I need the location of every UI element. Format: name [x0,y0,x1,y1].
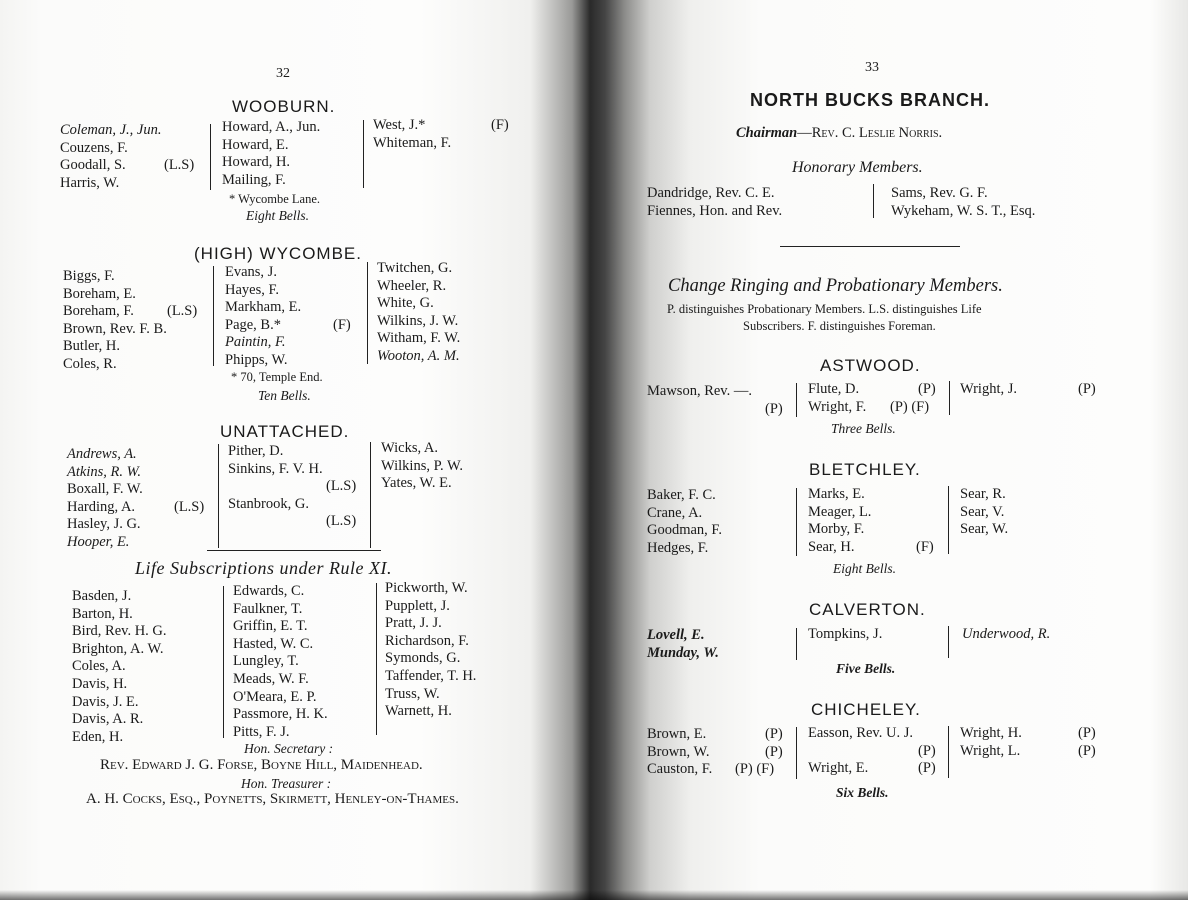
section-title-chicheley: CHICHELEY. [811,700,921,719]
list-item: Wright, E. (P) [808,760,936,777]
section-title-astwood: ASTWOOD. [820,356,921,375]
list-item: Meads, W. F. [233,670,309,687]
column-divider [210,124,211,190]
list-item: Harris, W. [60,174,120,191]
list-item: Symonds, G. [385,650,461,667]
list-item: Griffin, E. T. [233,618,308,635]
list-item: Richardson, F. [385,632,469,649]
probationary-tag: (P) [765,743,783,760]
list-item: Hedges, F. [647,539,709,556]
section-title-unattached: UNATTACHED. [220,422,350,441]
treasurer: A. H. Cocks, Esq., Poynetts, Skirmett, Henley-on-Thames. [86,791,459,807]
column-divider [949,381,950,415]
honorary-title: Honorary Members. [792,159,923,176]
list-item: Hayes, F. [225,281,280,298]
probationary-tag: (P) [1078,381,1096,397]
list-item: Goodall, S. (L.S) [60,157,195,174]
list-item: Sear, R. [960,486,1006,502]
section-title-calverton: CALVERTON. [809,600,926,619]
list-item: Sear, H. (F) [808,538,934,555]
list-item: Passmore, H. K. [233,706,328,723]
list-item: Davis, H. [72,675,128,692]
list-item: Warnett, H. [385,703,452,720]
list-item: Yates, W. E. [381,475,452,492]
bells-note: Six Bells. [836,785,889,800]
unattached-col2 [228,443,356,531]
list-item: Baker, F. C. [647,487,716,503]
column-divider [223,586,224,738]
column-divider [376,583,377,735]
wycombe-col3 [377,260,460,366]
section-title-wooburn: WOOBURN. [232,97,336,116]
wooburn-col1 [60,122,195,192]
list-item: Wilkins, P. W. [381,457,464,474]
page-number-left: 32 [276,66,290,81]
wycombe-col1 [63,268,198,374]
list-item: Flute, D. (P) [808,381,936,397]
unattached-col1 [67,446,205,552]
list-item: Causton, F. (P) (F) [647,761,775,778]
list-item: Goodman, F. [647,522,722,539]
probationary-tag: (P) [918,760,936,777]
list-item: Coles, R. [63,355,117,372]
probationary-tag: (P) [918,742,936,759]
chairman-label: Chairman [736,125,798,141]
calverton-col1 [647,627,719,662]
list-item: Whiteman, F. [373,134,452,151]
column-divider [948,486,949,554]
column-divider [796,727,797,779]
list-item: Pither, D. [228,443,284,459]
honorary-col2 [891,184,1035,220]
bells-note: Five Bells. [836,661,896,676]
column-divider [363,120,364,188]
chicheley-col2 [808,725,936,778]
list-item: Hooper, E. [67,533,130,550]
list-item: Coleman, J., Jun. [60,122,162,138]
column-divider [948,626,949,658]
list-item: Boreham, E. [63,285,136,302]
list-item: Tompkins, J. [808,626,883,642]
list-item: Coles, A. [72,658,126,675]
column-divider [367,262,368,364]
column-divider [873,184,874,218]
bletchley-col1 [647,487,722,557]
list-item: Lovell, E. [647,627,705,643]
life-subscriber-tag: (L.S) [164,157,195,174]
list-item: Howard, A., Jun. [222,119,321,135]
list-item: Atkins, R. W. [67,463,141,480]
list-item: Wicks, A. [381,440,439,456]
list-item: Marks, E. [808,486,865,502]
list-item: Stanbrook, G. [228,495,309,512]
chicheley-col3 [960,725,1096,760]
probationary-tag: (P) [765,726,783,742]
probationary-foreman-tag: (P) (F) [735,761,775,778]
list-item: Butler, H. [63,338,121,355]
astwood-col2 [808,381,936,416]
astwood-col3 [960,381,1096,399]
list-item: Eden, H. [72,728,124,745]
list-item: Pitts, F. J. [233,723,290,740]
bletchley-col3 [960,486,1008,539]
list-item: Sear, W. [960,521,1009,538]
list-item: Mawson, Rev. —. [647,383,752,399]
honorary-col1 [647,184,782,220]
astwood-col1 [647,383,783,418]
list-item: Boxall, F. W. [67,481,143,498]
foreman-tag: (F) [916,538,934,555]
list-item: Crane, A. [647,504,703,521]
treasurer-label: Hon. Treasurer : [241,776,332,791]
column-divider [796,628,797,660]
list-item: Easson, Rev. U. J. [808,725,913,741]
list-item: Brown, W. (P) [647,743,783,760]
section-rule [780,246,960,247]
foreman-tag: (F) [333,316,351,333]
chairman-line [736,125,942,142]
column-divider [796,383,797,417]
change-ringing-title: Change Ringing and Probationary Members. [668,276,1003,296]
bells-note: Three Bells. [831,421,896,436]
life-col3 [385,580,476,721]
calverton-col2 [808,626,882,644]
probationary-foreman-tag: (P) (F) [890,398,930,415]
page-number-right: 33 [865,60,879,75]
list-item: Phipps, W. [225,351,288,368]
list-item: Pupplett, J. [385,597,450,614]
unattached-col3 [381,440,463,493]
bells-note: Ten Bells. [258,388,311,403]
list-item: Dandridge, Rev. C. E. [647,185,775,201]
life-subscriber-tag: (L.S) [174,498,205,515]
list-item: Basden, J. [72,588,132,604]
list-item: Howard, E. [222,136,289,153]
probationary-tag: (P) [1078,742,1096,759]
list-item: Pratt, J. J. [385,615,442,632]
probationary-tag: (P) [918,381,936,397]
list-item: Harding, A. (L.S) [67,498,205,515]
list-item: Meager, L. [808,503,872,520]
list-item: Wilkins, J. W. [377,312,459,329]
column-divider [948,726,949,778]
list-item: Evans, J. [225,264,277,280]
list-item: Taffender, T. H. [385,667,477,684]
list-item: Witham, F. W. [377,330,461,347]
list-item: Morby, F. [808,521,865,538]
wycombe-col2 [225,264,351,370]
branch-title: NORTH BUCKS BRANCH. [750,90,990,110]
section-rule [207,550,381,551]
column-divider [218,444,219,548]
list-item: Howard, H. [222,154,291,171]
foreman-tag: (F) [491,117,509,133]
list-item: Mailing, F. [222,171,286,188]
list-item: Lungley, T. [233,653,299,670]
probationary-tag: (P) [765,400,783,417]
section-title-high-wycombe: (HIGH) WYCOMBE. [194,244,362,263]
probationary-tag: (P) [1078,725,1096,741]
chairman-name: —Rev. C. Leslie Norris. [797,125,943,141]
list-item: Wright, L. (P) [960,742,1096,759]
list-item: Edwards, C. [233,583,305,599]
life-subscriber-tag: (L.S) [167,303,198,320]
list-item: White, G. [377,295,434,312]
wooburn-col2 [222,119,320,189]
list-item: Markham, E. [225,299,302,316]
list-item: Brown, Rev. F. B. [63,320,167,337]
list-item: Truss, W. [385,685,440,702]
list-item: Page, B.* (F) [225,316,351,333]
list-item: Couzens, F. [60,139,128,156]
list-item: Underwood, R. [962,626,1051,642]
legend-line-1: P. distinguishes Probationary Members. L.S. distinguishes Life [667,302,982,316]
list-item: Twitchen, G. [377,260,453,276]
list-item: Wheeler, R. [377,277,447,294]
wooburn-col3 [373,117,509,152]
life-col1 [72,588,167,746]
bletchley-col2 [808,486,934,556]
list-item: Sear, V. [960,503,1005,520]
list-item: Barton, H. [72,605,133,622]
list-item: Wooton, A. M. [377,347,460,364]
section-title-life-subscriptions: Life Subscriptions under Rule XI. [135,558,392,578]
list-item: West, J.* (F) [373,117,509,133]
page-shadow [0,890,1188,900]
list-item: Hasted, W. C. [233,635,314,652]
list-item: Sams, Rev. G. F. [891,185,988,201]
column-divider [370,442,371,548]
footnote: * 70, Temple End. [231,370,323,384]
list-item: Wright, F. (P) (F) [808,398,930,415]
legend-line-2: Subscribers. F. distinguishes Foreman. [743,319,936,333]
list-item: Wright, H. (P) [960,725,1096,741]
section-title-bletchley: BLETCHLEY. [809,460,921,479]
life-subscriber-tag: (L.S) [326,513,357,529]
list-item: Wright, J. (P) [960,381,1096,397]
list-item: Davis, J. E. [72,693,139,710]
list-item: Brown, E. (P) [647,726,783,742]
list-item: Brighton, A. W. [72,640,164,657]
list-item: O'Meara, E. P. [233,688,317,705]
list-item: Andrews, A. [67,446,137,462]
list-item: Wykeham, W. S. T., Esq. [891,203,1036,219]
list-item: Pickworth, W. [385,580,468,596]
calverton-col3 [962,626,1050,644]
list-item: Munday, W. [647,644,719,661]
list-item: Faulkner, T. [233,600,303,617]
bells-note: Eight Bells. [833,561,896,576]
list-item: Biggs, F. [63,268,115,284]
list-item: Paintin, F. [225,334,286,351]
life-col2 [233,583,328,741]
footnote: * Wycombe Lane. [229,192,320,206]
list-item: Boreham, F. (L.S) [63,303,198,320]
list-item: Sinkins, F. V. H. [228,460,323,477]
life-subscriber-tag: (L.S) [326,478,357,494]
column-divider [213,266,214,366]
chicheley-col1 [647,726,783,779]
list-item: Fiennes, Hon. and Rev. [647,203,783,219]
bells-note: Eight Bells. [246,208,309,223]
secretary: Rev. Edward J. G. Forse, Boyne Hill, Maidenhead. [100,757,423,773]
list-item: Bird, Rev. H. G. [72,623,167,640]
secretary-label: Hon. Secretary : [244,741,334,756]
list-item: Davis, A. R. [72,711,144,728]
list-item: Hasley, J. G. [67,516,141,533]
column-divider [796,488,797,556]
